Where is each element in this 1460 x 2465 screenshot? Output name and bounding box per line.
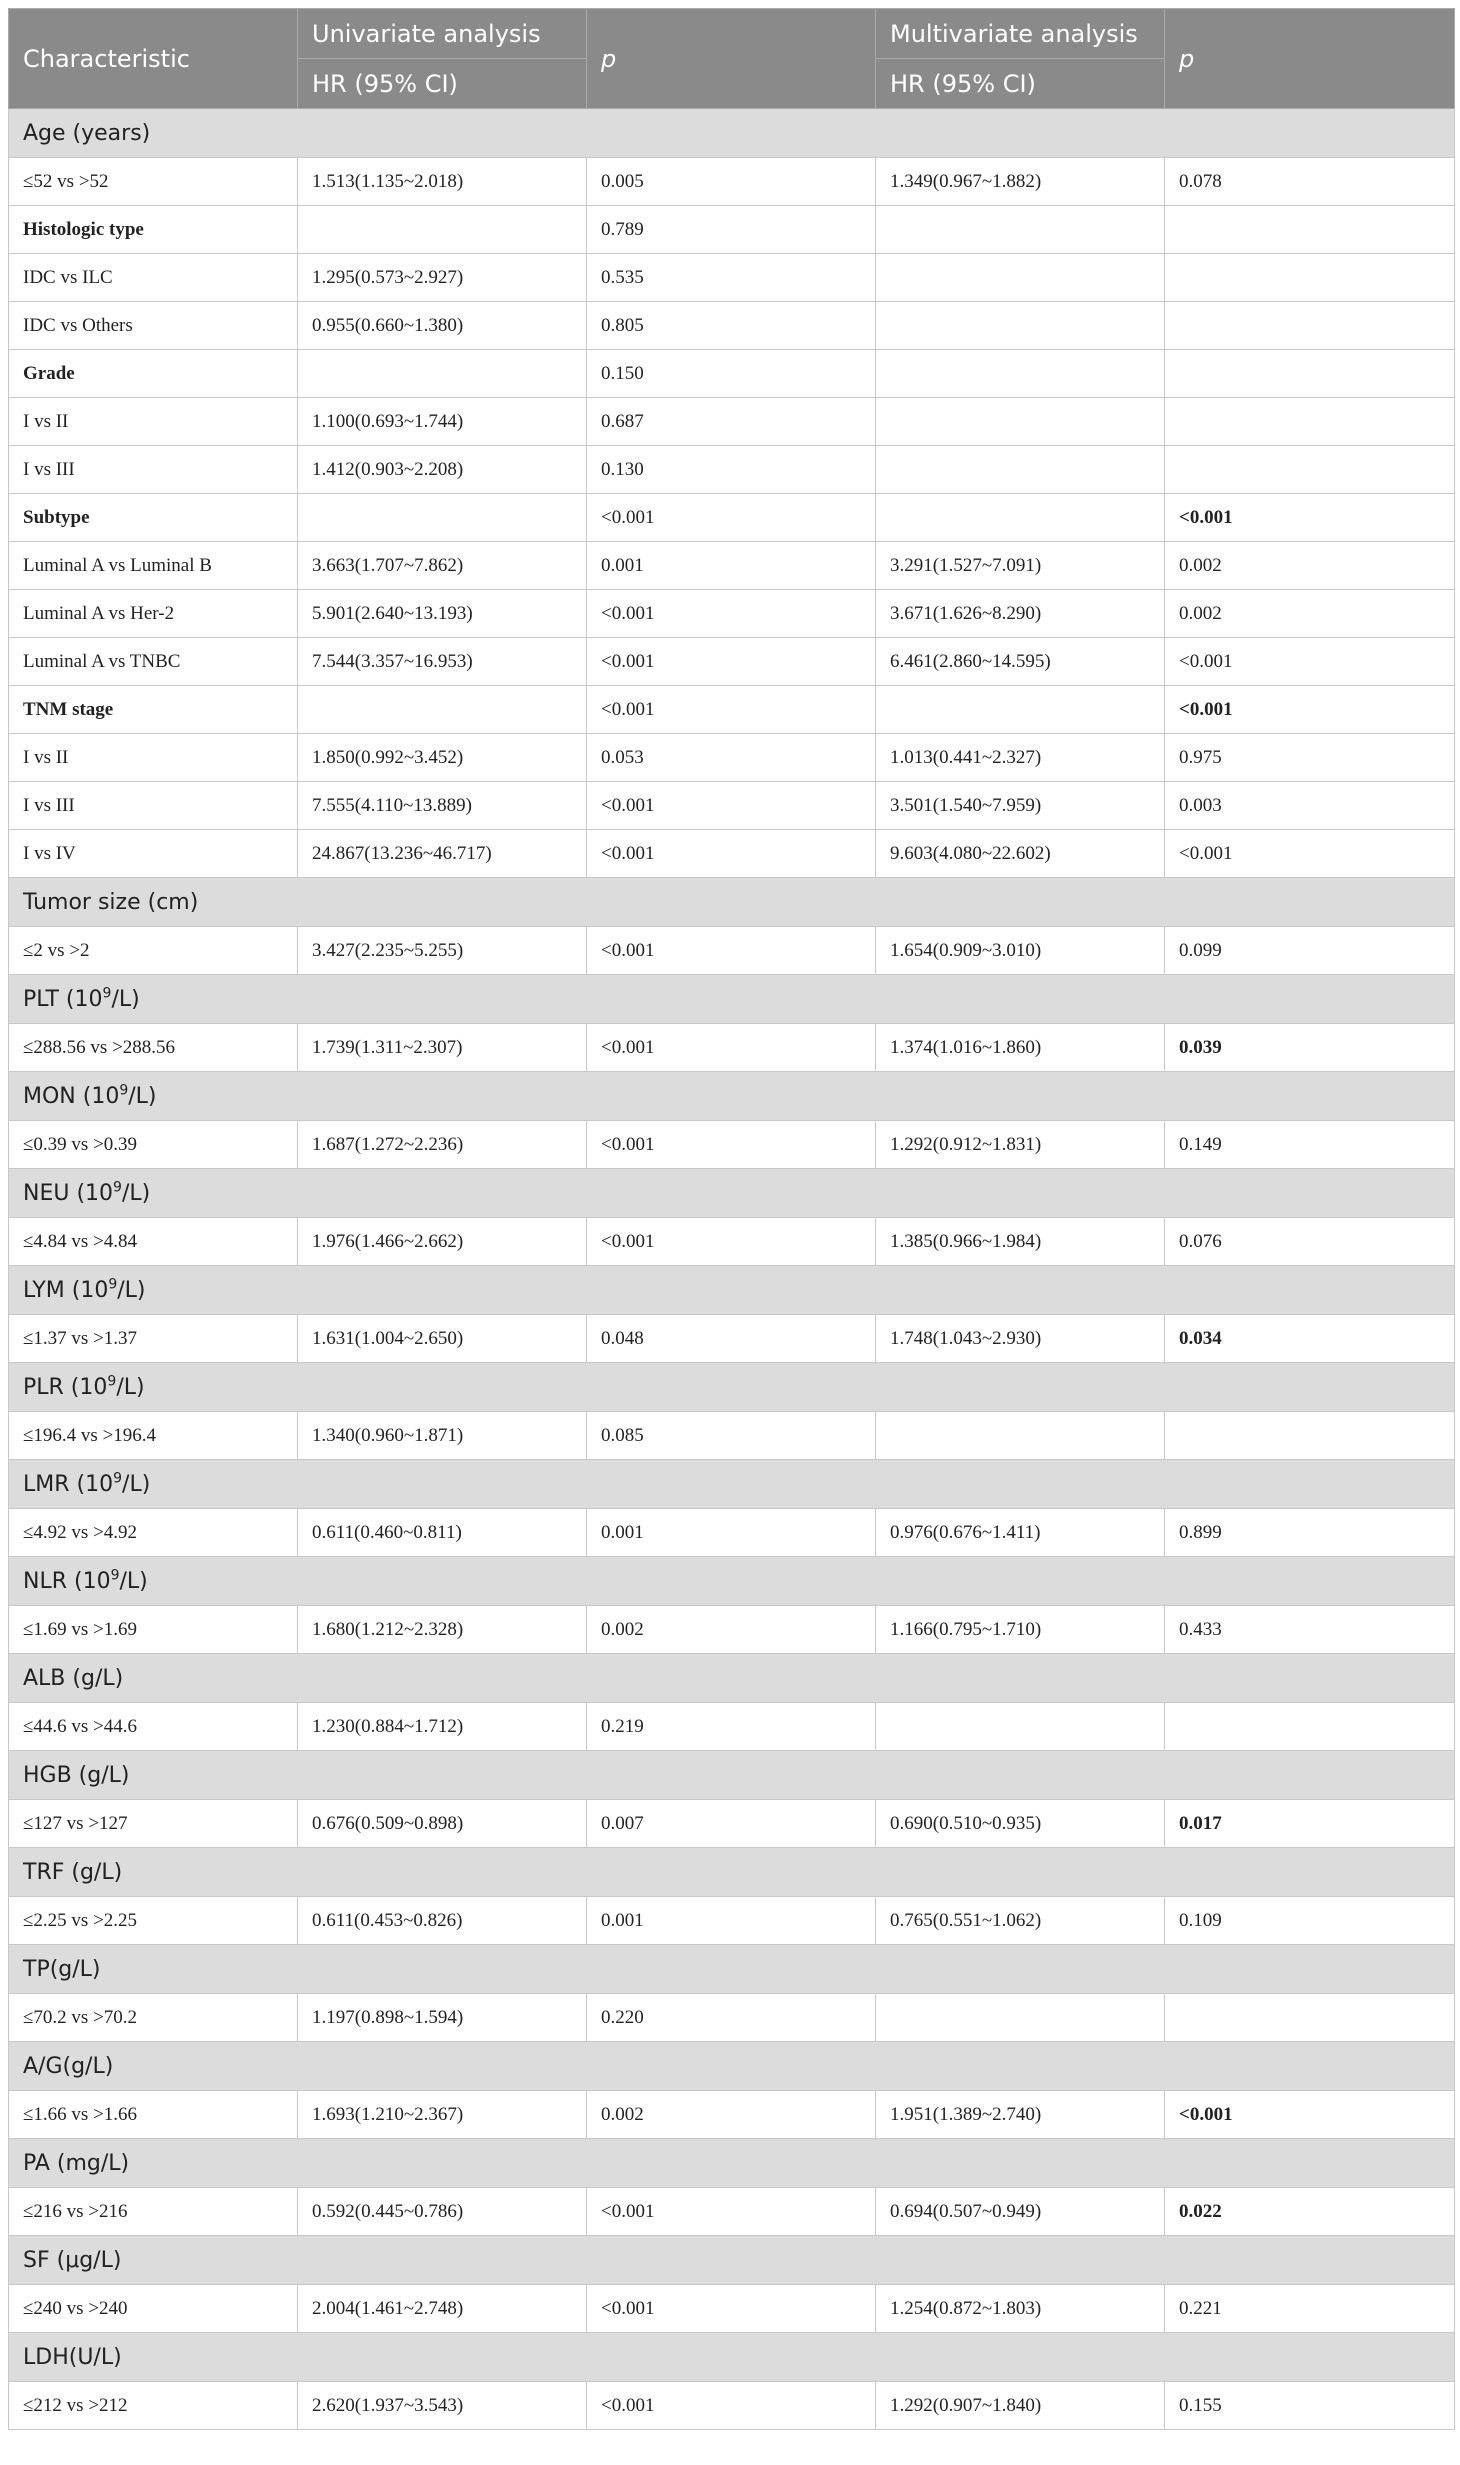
multivariate-p-cell [1165,302,1455,350]
characteristic-cell: ≤212 vs >212 [9,2382,298,2430]
table-row [9,542,1455,590]
table-row [9,1024,1455,1072]
univariate-hr-cell: 1.850(0.992~3.452) [298,734,587,782]
multivariate-hr-cell: 1.292(0.912~1.831) [876,1121,1165,1169]
section-row [9,1654,1455,1703]
multivariate-p-cell [1165,398,1455,446]
univariate-hr-cell: 2.620(1.937~3.543) [298,2382,587,2430]
multivariate-p-cell: 0.433 [1165,1606,1455,1654]
section-label-exponent: 9 [110,1567,120,1584]
univariate-hr-cell [298,206,587,254]
section-label-text: NLR (10 [23,1568,111,1594]
univariate-p-cell: 0.053 [587,734,876,782]
table-header [9,9,1455,109]
section-label-text: PLR (10 [23,1374,108,1400]
table-row [9,398,1455,446]
section-label [9,975,1455,1024]
univariate-hr-header: HR (95% CI) [298,59,587,109]
table-row [9,302,1455,350]
univariate-p-cell: 0.687 [587,398,876,446]
characteristic-cell: ≤216 vs >216 [9,2188,298,2236]
multivariate-hr-cell [876,398,1165,446]
characteristic-cell: IDC vs Others [9,302,298,350]
characteristic-cell: Luminal A vs Luminal B [9,542,298,590]
multivariate-hr-cell: 1.654(0.909~3.010) [876,927,1165,975]
multivariate-p-cell: 0.039 [1165,1024,1455,1072]
multivariate-hr-cell: 1.166(0.795~1.710) [876,1606,1165,1654]
section-row [9,109,1455,158]
multivariate-p-cell: 0.149 [1165,1121,1455,1169]
univariate-hr-cell [298,686,587,734]
characteristic-cell: IDC vs ILC [9,254,298,302]
table-row [9,638,1455,686]
section-row [9,1557,1455,1606]
characteristic-cell: ≤4.84 vs >4.84 [9,1218,298,1266]
univariate-p-cell: 0.002 [587,2091,876,2139]
univariate-hr-cell: 24.867(13.236~46.717) [298,830,587,878]
table-row [9,1703,1455,1751]
section-label [9,2236,1455,2285]
multivariate-hr-cell: 0.765(0.551~1.062) [876,1897,1165,1945]
multivariate-p-cell: 0.034 [1165,1315,1455,1363]
table-row [9,206,1455,254]
multivariate-hr-cell: 1.349(0.967~1.882) [876,158,1165,206]
section-label-text: LYM (10 [23,1277,109,1303]
multivariate-p-cell [1165,446,1455,494]
univariate-hr-cell: 5.901(2.640~13.193) [298,590,587,638]
section-label [9,1945,1455,1994]
section-label-text: SF (μg/L) [23,2247,122,2273]
univariate-p-cell: <0.001 [587,782,876,830]
univariate-p-cell: <0.001 [587,2285,876,2333]
characteristic-cell: ≤1.37 vs >1.37 [9,1315,298,1363]
univariate-p-header: p [587,9,876,109]
section-row [9,1945,1455,1994]
section-label-text: ALB (g/L) [23,1665,124,1691]
univariate-p-cell: 0.001 [587,1509,876,1557]
univariate-hr-cell: 1.197(0.898~1.594) [298,1994,587,2042]
multivariate-hr-cell: 0.976(0.676~1.411) [876,1509,1165,1557]
characteristic-cell: I vs III [9,782,298,830]
table-row [9,927,1455,975]
section-label [9,2333,1455,2382]
multivariate-hr-cell [876,254,1165,302]
multivariate-p-cell: 0.002 [1165,542,1455,590]
table-row [9,2285,1455,2333]
multivariate-p-cell: <0.001 [1165,494,1455,542]
section-row [9,1460,1455,1509]
characteristic-cell: ≤0.39 vs >0.39 [9,1121,298,1169]
table-row [9,686,1455,734]
table-row [9,2091,1455,2139]
multivariate-hr-cell [876,446,1165,494]
section-label [9,2042,1455,2091]
section-label-unit: /L) [128,1083,157,1109]
table-row [9,158,1455,206]
section-row [9,2333,1455,2382]
section-label-unit: /L) [117,1277,146,1303]
multivariate-p-cell: 0.022 [1165,2188,1455,2236]
section-label [9,1848,1455,1897]
univariate-p-cell: <0.001 [587,1218,876,1266]
multivariate-hr-cell: 9.603(4.080~22.602) [876,830,1165,878]
section-label [9,1266,1455,1315]
characteristic-cell: ≤196.4 vs >196.4 [9,1412,298,1460]
section-label [9,1363,1455,1412]
characteristic-cell: ≤44.6 vs >44.6 [9,1703,298,1751]
univariate-p-cell: 0.130 [587,446,876,494]
section-label-exponent: 9 [108,1276,118,1293]
characteristic-cell: TNM stage [9,686,298,734]
univariate-p-cell: <0.001 [587,686,876,734]
section-label-text: TP(g/L) [23,1956,101,1982]
section-label-text: NEU (10 [23,1180,114,1206]
section-label [9,878,1455,927]
characteristic-header: Characteristic [9,9,298,109]
univariate-hr-cell: 1.631(1.004~2.650) [298,1315,587,1363]
univariate-hr-cell: 3.663(1.707~7.862) [298,542,587,590]
univariate-p-cell: 0.005 [587,158,876,206]
univariate-p-cell: <0.001 [587,2188,876,2236]
univariate-hr-cell [298,350,587,398]
characteristic-cell: Subtype [9,494,298,542]
multivariate-hr-cell [876,350,1165,398]
characteristic-cell: Histologic type [9,206,298,254]
characteristic-cell: I vs II [9,398,298,446]
univariate-hr-cell: 2.004(1.461~2.748) [298,2285,587,2333]
multivariate-hr-cell: 1.374(1.016~1.860) [876,1024,1165,1072]
multivariate-p-cell [1165,350,1455,398]
univariate-hr-cell: 0.611(0.460~0.811) [298,1509,587,1557]
univariate-p-cell: <0.001 [587,830,876,878]
univariate-p-cell: 0.085 [587,1412,876,1460]
univariate-hr-cell: 1.739(1.311~2.307) [298,1024,587,1072]
multivariate-p-cell: 0.002 [1165,590,1455,638]
multivariate-hr-cell: 1.254(0.872~1.803) [876,2285,1165,2333]
univariate-p-cell: 0.789 [587,206,876,254]
section-label-text: Age (years) [23,120,151,146]
section-label-exponent: 9 [107,1373,117,1390]
univariate-hr-cell: 1.100(0.693~1.744) [298,398,587,446]
univariate-hr-cell: 0.592(0.445~0.786) [298,2188,587,2236]
section-label-text: TRF (g/L) [23,1859,123,1885]
univariate-p-cell: 0.048 [587,1315,876,1363]
table-row [9,1121,1455,1169]
univariate-p-cell: 0.805 [587,302,876,350]
univariate-hr-cell: 1.687(1.272~2.236) [298,1121,587,1169]
section-row [9,975,1455,1024]
section-row [9,1266,1455,1315]
univariate-header: Univariate analysis [298,9,587,59]
table-row [9,1800,1455,1848]
table-container [8,8,1454,2430]
section-row [9,1169,1455,1218]
univariate-hr-cell: 0.676(0.509~0.898) [298,1800,587,1848]
univariate-hr-cell: 1.680(1.212~2.328) [298,1606,587,1654]
multivariate-hr-cell [876,1412,1165,1460]
section-label-text: A/G(g/L) [23,2053,114,2079]
multivariate-p-cell: 0.076 [1165,1218,1455,1266]
multivariate-hr-cell [876,494,1165,542]
univariate-hr-cell: 0.611(0.453~0.826) [298,1897,587,1945]
section-label-exponent: 9 [102,985,112,1002]
univariate-p-cell: 0.001 [587,542,876,590]
univariate-hr-cell: 1.230(0.884~1.712) [298,1703,587,1751]
multivariate-p-cell: <0.001 [1165,830,1455,878]
section-row [9,2139,1455,2188]
section-label-text: LDH(U/L) [23,2344,122,2370]
characteristic-cell: ≤2 vs >2 [9,927,298,975]
section-row [9,878,1455,927]
univariate-p-cell: <0.001 [587,1121,876,1169]
section-label-unit: /L) [119,1568,148,1594]
univariate-p-cell: 0.535 [587,254,876,302]
multivariate-hr-cell [876,206,1165,254]
section-label [9,1654,1455,1703]
multivariate-hr-cell: 1.951(1.389~2.740) [876,2091,1165,2139]
univariate-p-cell: <0.001 [587,927,876,975]
univariate-hr-cell: 1.340(0.960~1.871) [298,1412,587,1460]
multivariate-p-cell: <0.001 [1165,638,1455,686]
section-label-text: HGB (g/L) [23,1762,130,1788]
section-label-text: MON (10 [23,1083,120,1109]
multivariate-hr-cell [876,1703,1165,1751]
table-row [9,2188,1455,2236]
characteristic-cell: ≤52 vs >52 [9,158,298,206]
table-row [9,350,1455,398]
multivariate-p-cell [1165,1412,1455,1460]
section-row [9,1363,1455,1412]
table-row [9,494,1455,542]
multivariate-p-cell [1165,206,1455,254]
section-label [9,1072,1455,1121]
univariate-hr-cell [298,494,587,542]
multivariate-hr-header: HR (95% CI) [876,59,1165,109]
multivariate-p-cell: <0.001 [1165,686,1455,734]
multivariate-hr-cell [876,302,1165,350]
univariate-p-cell: 0.007 [587,1800,876,1848]
table-row [9,1218,1455,1266]
section-label [9,2139,1455,2188]
section-label [9,109,1455,158]
table-row [9,1897,1455,1945]
multivariate-p-cell: 0.975 [1165,734,1455,782]
multivariate-p-cell: 0.155 [1165,2382,1455,2430]
characteristic-cell: ≤288.56 vs >288.56 [9,1024,298,1072]
table-body [9,109,1455,2430]
table-row [9,1994,1455,2042]
characteristic-cell: ≤240 vs >240 [9,2285,298,2333]
table-row [9,830,1455,878]
table-row [9,734,1455,782]
multivariate-p-cell [1165,1994,1455,2042]
univariate-hr-cell: 1.412(0.903~2.208) [298,446,587,494]
multivariate-hr-cell: 1.292(0.907~1.840) [876,2382,1165,2430]
characteristic-cell: I vs III [9,446,298,494]
characteristic-cell: ≤127 vs >127 [9,1800,298,1848]
section-label-exponent: 9 [119,1082,129,1099]
univariate-p-cell: <0.001 [587,590,876,638]
section-label-text: LMR (10 [23,1471,114,1497]
univariate-hr-cell: 0.955(0.660~1.380) [298,302,587,350]
section-label-unit: /L) [121,1180,151,1206]
multivariate-p-cell: 0.078 [1165,158,1455,206]
section-label-text: PLT (10 [23,986,103,1012]
characteristic-cell: I vs IV [9,830,298,878]
multivariate-hr-cell: 1.013(0.441~2.327) [876,734,1165,782]
multivariate-p-header: p [1165,9,1455,109]
section-label-exponent: 9 [113,1179,122,1196]
section-row [9,2042,1455,2091]
section-row [9,1848,1455,1897]
univariate-p-cell: 0.002 [587,1606,876,1654]
characteristic-cell: Luminal A vs TNBC [9,638,298,686]
section-label [9,1751,1455,1800]
cox-regression-table [8,8,1455,2430]
univariate-p-cell: <0.001 [587,1024,876,1072]
section-label-text: PA (mg/L) [23,2150,130,2176]
univariate-hr-cell: 1.513(1.135~2.018) [298,158,587,206]
univariate-hr-cell: 1.976(1.466~2.662) [298,1218,587,1266]
univariate-hr-cell: 1.295(0.573~2.927) [298,254,587,302]
table-row [9,1509,1455,1557]
multivariate-hr-cell: 3.671(1.626~8.290) [876,590,1165,638]
multivariate-p-cell [1165,254,1455,302]
section-row [9,2236,1455,2285]
multivariate-p-cell [1165,1703,1455,1751]
characteristic-cell: Grade [9,350,298,398]
univariate-p-cell: <0.001 [587,494,876,542]
section-label-unit: /L) [122,1471,151,1497]
section-row [9,1751,1455,1800]
multivariate-p-cell: 0.899 [1165,1509,1455,1557]
characteristic-cell: Luminal A vs Her-2 [9,590,298,638]
table-row [9,782,1455,830]
table-row [9,446,1455,494]
characteristic-cell: ≤4.92 vs >4.92 [9,1509,298,1557]
section-label-unit: /L) [111,986,140,1012]
multivariate-hr-cell [876,1994,1165,2042]
table-row [9,2382,1455,2430]
univariate-p-cell: 0.219 [587,1703,876,1751]
section-label [9,1169,1455,1218]
multivariate-hr-cell: 1.385(0.966~1.984) [876,1218,1165,1266]
characteristic-cell: ≤2.25 vs >2.25 [9,1897,298,1945]
table-row [9,1315,1455,1363]
multivariate-p-cell: 0.109 [1165,1897,1455,1945]
section-row [9,1072,1455,1121]
univariate-hr-cell: 7.544(3.357~16.953) [298,638,587,686]
univariate-hr-cell: 3.427(2.235~5.255) [298,927,587,975]
univariate-hr-cell: 1.693(1.210~2.367) [298,2091,587,2139]
multivariate-hr-cell: 0.694(0.507~0.949) [876,2188,1165,2236]
univariate-p-cell: <0.001 [587,2382,876,2430]
multivariate-p-cell: 0.099 [1165,927,1455,975]
characteristic-cell: ≤1.69 vs >1.69 [9,1606,298,1654]
table-row [9,1412,1455,1460]
multivariate-hr-cell: 1.748(1.043~2.930) [876,1315,1165,1363]
multivariate-hr-cell: 3.291(1.527~7.091) [876,542,1165,590]
multivariate-hr-cell: 0.690(0.510~0.935) [876,1800,1165,1848]
univariate-p-cell: 0.220 [587,1994,876,2042]
univariate-hr-cell: 7.555(4.110~13.889) [298,782,587,830]
multivariate-p-cell: 0.003 [1165,782,1455,830]
table-row [9,1606,1455,1654]
characteristic-cell: ≤70.2 vs >70.2 [9,1994,298,2042]
multivariate-hr-cell: 3.501(1.540~7.959) [876,782,1165,830]
section-label [9,1460,1455,1509]
multivariate-header: Multivariate analysis [876,9,1165,59]
characteristic-cell: ≤1.66 vs >1.66 [9,2091,298,2139]
section-label-exponent: 9 [113,1470,123,1487]
univariate-p-cell: 0.001 [587,1897,876,1945]
table-row [9,590,1455,638]
section-label-unit: /L) [116,1374,145,1400]
multivariate-p-cell: 0.017 [1165,1800,1455,1848]
multivariate-hr-cell: 6.461(2.860~14.595) [876,638,1165,686]
section-label-text: Tumor size (cm) [23,889,199,915]
univariate-p-cell: 0.150 [587,350,876,398]
multivariate-p-cell: <0.001 [1165,2091,1455,2139]
univariate-p-cell: <0.001 [587,638,876,686]
multivariate-hr-cell [876,686,1165,734]
multivariate-p-cell: 0.221 [1165,2285,1455,2333]
characteristic-cell: I vs II [9,734,298,782]
table-row [9,254,1455,302]
section-label [9,1557,1455,1606]
